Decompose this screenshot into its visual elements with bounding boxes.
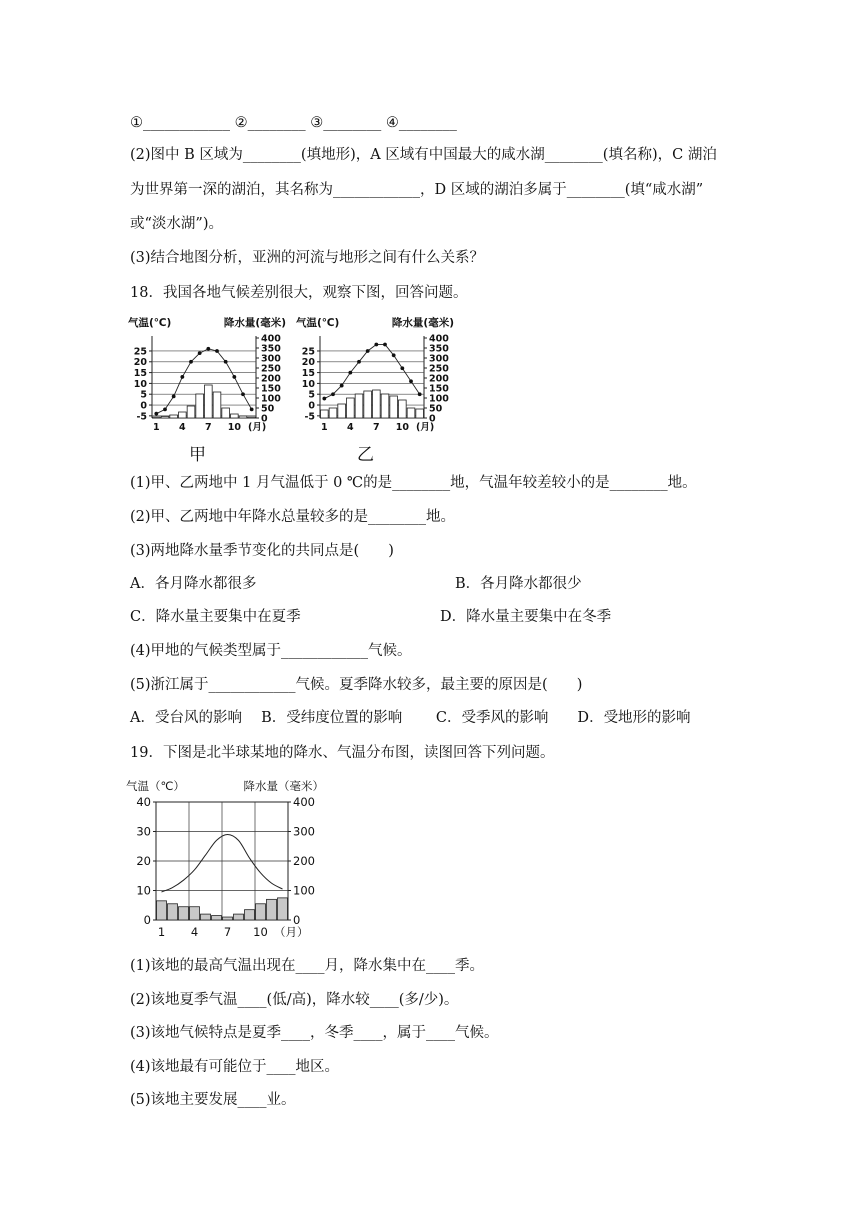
precipitation-tick-label: 0 (293, 913, 301, 928)
chart-jia-caption: 甲 (189, 445, 206, 465)
temperature-point-month-2 (331, 392, 335, 396)
precipitation-tick-label: 150 (261, 383, 281, 395)
precipitation-bar-month-9 (390, 396, 398, 418)
temperature-tick-label: 5 (308, 389, 315, 401)
q17-part2-line2: 为世界第一深的湖泊，其名称为____________，D 区域的湖泊多属于________(填“咸水湖” (130, 182, 704, 198)
precipitation-tick-label: 250 (261, 363, 281, 375)
month-tick-label: 4 (179, 422, 186, 433)
q17-part2-line1: (2)图中 B 区域为________(填地形)，A 区域有中国最大的咸水湖________(填名称)，C 湖泊 (130, 147, 717, 163)
temperature-point-month-8 (383, 343, 387, 347)
precipitation-bar-month-12 (278, 898, 288, 920)
precipitation-bar-month-6 (212, 916, 222, 920)
temperature-axis-label: 气温(℃) (128, 317, 172, 329)
precipitation-bar-month-7 (223, 917, 233, 920)
temperature-point-month-5 (357, 360, 361, 364)
precipitation-tick-label: 400 (261, 333, 281, 345)
precipitation-bar-month-7 (373, 390, 381, 418)
q18-part1: (1)甲、乙两地中 1 月气温低于 0 ℃的是________地，气温年较差较小的是________地。 (130, 475, 697, 491)
temperature-tick-label: 30 (136, 824, 151, 839)
q18-part5-options: A．受台风的影响 B．受纬度位置的影响 C．受季风的影响 D．受地形的影响 (130, 710, 691, 726)
q19-part3: (3)该地气候特点是夏季____，冬季____，属于____气候。 (130, 1025, 499, 1041)
precipitation-tick-label: 300 (293, 824, 315, 839)
temperature-tick-label: 20 (133, 357, 147, 369)
precipitation-tick-label: 0 (429, 413, 436, 425)
chart-q19 (126, 775, 346, 940)
temperature-point-month-5 (189, 360, 193, 364)
q18-option-b: B．各月降水都很少 (455, 576, 582, 592)
temperature-tick-label: 20 (301, 357, 315, 369)
temperature-tick-label: 25 (301, 346, 315, 358)
month-tick-label: 1 (157, 925, 166, 939)
month-tick-label: 10 (227, 422, 241, 433)
precipitation-bar-month-3 (179, 907, 189, 920)
precipitation-bar-month-2 (168, 904, 178, 920)
q19-title: 19．下图是北半球某地的降水、气温分布图，读图回答下列问题。 (130, 745, 555, 761)
month-tick-label: 10 (253, 925, 268, 939)
temperature-point-month-12 (250, 407, 254, 411)
precipitation-tick-label: 50 (261, 403, 275, 415)
precipitation-bar-month-4 (347, 398, 355, 418)
temperature-tick-label: 0 (308, 400, 315, 412)
temperature-tick-label: 10 (136, 883, 151, 898)
q19-part4: (4)该地最有可能位于____地区。 (130, 1059, 340, 1075)
precipitation-tick-label: 400 (429, 333, 449, 345)
precipitation-bar-month-2 (161, 416, 169, 418)
temperature-tick-label: -5 (136, 411, 147, 423)
precipitation-bar-month-12 (416, 409, 424, 418)
precipitation-tick-label: 150 (429, 383, 449, 395)
month-unit-label: (月) (416, 422, 435, 433)
temperature-tick-label: 10 (301, 378, 315, 390)
month-tick-label: 7 (205, 422, 212, 433)
precipitation-bar-month-11 (239, 416, 247, 418)
precipitation-bar-month-11 (267, 899, 277, 920)
precipitation-bar-month-1 (153, 417, 161, 418)
precipitation-bar-month-6 (364, 391, 372, 418)
temperature-tick-label: 15 (301, 368, 315, 380)
precipitation-tick-label: 350 (261, 343, 281, 355)
month-tick-label: 1 (321, 422, 328, 433)
temperature-tick-label: 0 (143, 913, 151, 928)
precipitation-tick-label: 250 (429, 363, 449, 375)
temperature-point-month-10 (400, 366, 404, 370)
precipitation-axis-label: 降水量(毫米) (223, 317, 286, 329)
precipitation-bar-month-4 (179, 412, 187, 418)
precipitation-bar-month-8 (213, 392, 221, 418)
temperature-point-month-6 (198, 351, 202, 355)
temperature-point-month-8 (215, 349, 219, 353)
precipitation-bar-month-10 (231, 414, 239, 418)
temperature-point-month-3 (172, 394, 176, 398)
month-tick-label: 7 (223, 925, 232, 939)
precipitation-bar-month-2 (329, 408, 337, 418)
precipitation-bar-month-12 (248, 417, 256, 418)
month-tick-label: 4 (190, 925, 199, 939)
precipitation-tick-label: 100 (293, 883, 315, 898)
precipitation-tick-label: 350 (429, 343, 449, 355)
month-tick-label: 10 (395, 422, 409, 433)
temperature-point-month-2 (163, 407, 167, 411)
chart-yi (296, 314, 456, 434)
precipitation-tick-label: 200 (261, 373, 281, 385)
temperature-point-month-4 (348, 371, 352, 375)
precipitation-bar-month-10 (399, 400, 407, 418)
precipitation-bar-month-5 (201, 914, 211, 920)
precipitation-bar-month-1 (321, 410, 329, 418)
precipitation-bar-month-9 (245, 910, 255, 920)
precipitation-bar-month-6 (196, 394, 204, 418)
q18-title: 18．我国各地气候差别很大，观察下图，回答问题。 (130, 285, 468, 301)
precipitation-bar-month-5 (355, 394, 363, 418)
q18-part5: (5)浙江属于____________气候。夏季降水较多，最主要的原因是( ) (130, 677, 583, 693)
q18-part3: (3)两地降水量季节变化的共同点是( ) (130, 543, 394, 559)
precipitation-bar-month-8 (381, 394, 389, 418)
precipitation-bar-month-5 (187, 406, 195, 418)
temperature-point-month-11 (409, 379, 413, 383)
precipitation-bar-month-3 (338, 404, 346, 418)
precipitation-bar-month-1 (157, 901, 167, 920)
q19-part2: (2)该地夏季气温____(低/高)，降水较____(多/少)。 (130, 992, 459, 1008)
temperature-line (324, 344, 419, 398)
chart-jia (128, 314, 288, 434)
temperature-point-month-10 (232, 375, 236, 379)
q17-blanks: ①____________ ②________ ③________ ④________ (130, 115, 457, 131)
temperature-tick-label: 5 (140, 389, 147, 401)
temperature-axis-label: 气温（℃） (126, 779, 185, 793)
temperature-tick-label: 20 (136, 854, 151, 869)
month-tick-label: 4 (347, 422, 354, 433)
precipitation-bar-month-4 (190, 907, 200, 920)
q18-option-d: D．降水量主要集中在冬季 (440, 609, 612, 625)
q18-option-a: A．各月降水都很多 (130, 576, 257, 592)
temperature-point-month-1 (322, 397, 326, 401)
q19-part1: (1)该地的最高气温出现在____月，降水集中在____季。 (130, 958, 485, 974)
precipitation-tick-label: 50 (429, 403, 443, 415)
month-tick-label: 1 (153, 422, 160, 433)
temperature-point-month-7 (374, 343, 378, 347)
precipitation-bar-month-9 (222, 408, 230, 418)
month-unit-label: （月） (274, 925, 309, 939)
month-unit-label: (月) (248, 422, 267, 433)
chart-yi-caption: 乙 (357, 445, 374, 465)
month-tick-label: 7 (373, 422, 380, 433)
temperature-axis-label: 气温(℃) (296, 317, 340, 329)
q19-part5: (5)该地主要发展____业。 (130, 1092, 296, 1108)
q18-part4: (4)甲地的气候类型属于____________气候。 (130, 643, 412, 659)
precipitation-bar-month-10 (256, 904, 266, 920)
precipitation-tick-label: 300 (261, 353, 281, 365)
temperature-point-month-11 (241, 392, 245, 396)
temperature-point-month-12 (418, 392, 422, 396)
precipitation-tick-label: 400 (293, 795, 315, 810)
temperature-point-month-7 (206, 347, 210, 351)
precipitation-bar-month-7 (205, 385, 213, 418)
precipitation-axis-label: 降水量(毫米) (391, 317, 454, 329)
temperature-point-month-3 (340, 384, 344, 388)
precipitation-tick-label: 300 (429, 353, 449, 365)
q18-part2: (2)甲、乙两地中年降水总量较多的是________地。 (130, 509, 456, 525)
precipitation-bar-month-3 (170, 415, 178, 418)
temperature-tick-label: 25 (133, 346, 147, 358)
temperature-point-month-1 (154, 412, 158, 416)
temperature-point-month-9 (224, 360, 228, 364)
temperature-line (156, 349, 251, 414)
q18-option-c: C．降水量主要集中在夏季 (130, 609, 301, 625)
precipitation-tick-label: 100 (429, 393, 449, 405)
temperature-tick-label: 40 (136, 795, 151, 810)
precipitation-axis-label: 降水量（毫米） (243, 779, 324, 793)
precipitation-tick-label: 0 (261, 413, 268, 425)
precipitation-bar-month-8 (234, 914, 244, 920)
precipitation-bar-month-11 (407, 408, 415, 418)
temperature-point-month-9 (392, 353, 396, 357)
temperature-tick-label: 0 (140, 400, 147, 412)
q17-part3: (3)结合地图分析，亚洲的河流与地形之间有什么关系？ (130, 250, 485, 266)
precipitation-tick-label: 100 (261, 393, 281, 405)
precipitation-tick-label: 200 (429, 373, 449, 385)
temperature-tick-label: 15 (133, 368, 147, 380)
q17-part2-line3: 或“淡水湖”)。 (130, 216, 223, 232)
temperature-point-month-6 (366, 349, 370, 353)
temperature-tick-label: 10 (133, 378, 147, 390)
temperature-tick-label: -5 (304, 411, 315, 423)
temperature-point-month-4 (180, 375, 184, 379)
precipitation-tick-label: 200 (293, 854, 315, 869)
